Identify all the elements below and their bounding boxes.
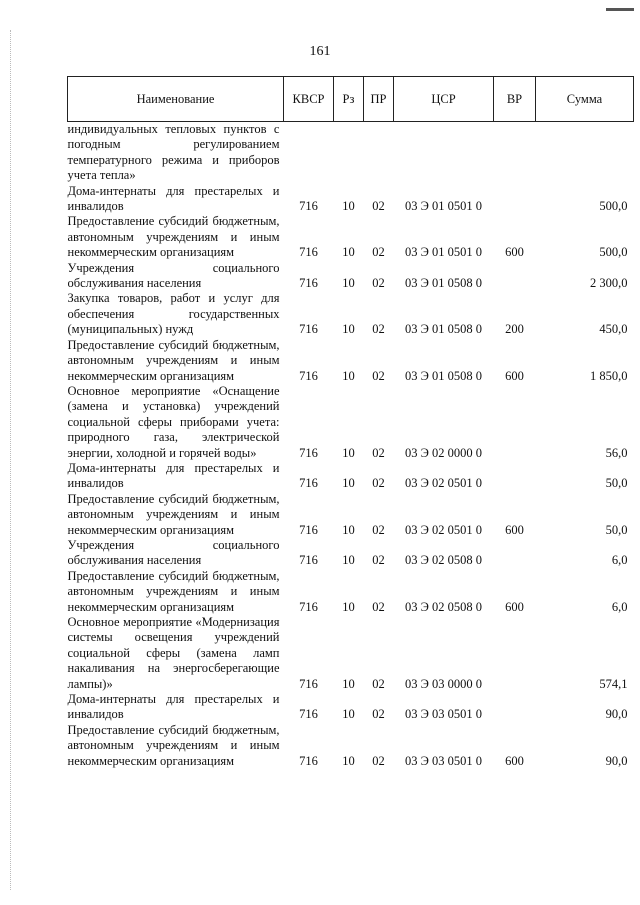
- header-name: Наименование: [68, 77, 284, 122]
- cell-rz: 10: [342, 676, 355, 691]
- cell-name: Предоставление субсидий бюджетным, автономным учреждениям и иным некоммерческим организациям: [67, 214, 280, 260]
- cell-pr: 02: [372, 445, 385, 460]
- cell-pr: 02: [372, 707, 385, 722]
- cell-sum: 2 300,0: [590, 276, 628, 291]
- cell-vr: [494, 461, 536, 492]
- cell-kvsr: 716: [299, 522, 318, 537]
- table-row: [68, 723, 634, 769]
- cell-pr: 02: [372, 199, 385, 214]
- cell-pr: 02: [372, 753, 385, 768]
- cell-rz: 10: [342, 199, 355, 214]
- cell-name: Дома-интернаты для престарелых и инвалидов: [67, 183, 280, 214]
- cell-rz: 10: [342, 368, 355, 383]
- table-header-row: [68, 77, 634, 122]
- cell-vr: [494, 538, 536, 569]
- cell-csr: 03 Э 01 0508 0: [404, 276, 482, 291]
- cell-name: индивидуальных тепловых пунктов с погодным регулированием температурного режима и приборов учета тепла»: [67, 122, 280, 183]
- cell-pr: 02: [372, 522, 385, 537]
- cell-rz: 10: [342, 445, 355, 460]
- cell-pr: 02: [372, 368, 385, 383]
- cell-kvsr: 716: [299, 199, 318, 214]
- binding-edge: [10, 30, 11, 890]
- cell-kvsr: 716: [299, 707, 318, 722]
- cell-rz: 10: [342, 245, 355, 260]
- cell-pr: 02: [372, 476, 385, 491]
- cell-csr: 03 Э 02 0501 0: [404, 522, 482, 537]
- cell-kvsr: 716: [299, 276, 318, 291]
- header-kvsr: КВСР: [284, 77, 334, 122]
- cell-vr: [494, 384, 536, 461]
- cell-kvsr: 716: [299, 753, 318, 768]
- cell-pr: [364, 122, 394, 184]
- table-row: [68, 122, 634, 184]
- cell-kvsr: [284, 122, 334, 184]
- cell-rz: 10: [342, 522, 355, 537]
- cell-kvsr: 716: [299, 476, 318, 491]
- cell-kvsr: 716: [299, 445, 318, 460]
- table-row: [68, 184, 634, 215]
- cell-csr: [394, 122, 494, 184]
- cell-name: Основное мероприятие «Модернизация системы освещения учреждений социальной сферы (замена ламп накаливания на энергосберегающие лампы)»: [67, 615, 280, 691]
- header-rz: Рз: [334, 77, 364, 122]
- cell-kvsr: 716: [299, 245, 318, 260]
- cell-name: Дома-интернаты для престарелых и инвалидов: [67, 460, 280, 491]
- cell-vr: [494, 692, 536, 723]
- scan-mark: [606, 8, 634, 11]
- cell-rz: 10: [342, 322, 355, 337]
- cell-sum: 450,0: [599, 322, 628, 337]
- table-row: [68, 384, 634, 461]
- cell-vr: [494, 184, 536, 215]
- cell-name: Учреждения социального обслуживания населения: [67, 537, 280, 568]
- cell-name: Предоставление субсидий бюджетным, автономным учреждениям и иным некоммерческим организациям: [67, 568, 280, 614]
- cell-rz: 10: [342, 553, 355, 568]
- cell-sum: 500,0: [599, 245, 628, 260]
- cell-pr: 02: [372, 553, 385, 568]
- cell-csr: 03 Э 02 0508 0: [404, 553, 482, 568]
- cell-name: Предоставление субсидий бюджетным, автономным учреждениям и иным некоммерческим организациям: [67, 337, 280, 383]
- cell-csr: 03 Э 03 0000 0: [404, 676, 482, 691]
- table-row: [68, 538, 634, 569]
- cell-rz: [334, 122, 364, 184]
- cell-vr: 600: [505, 753, 524, 768]
- cell-kvsr: 716: [299, 599, 318, 614]
- cell-csr: 03 Э 01 0508 0: [404, 368, 482, 383]
- cell-name: Основное мероприятие «Оснащение (замена и установка) учреждений социальной сферы приборами учета: природного газа, электрической энергии, холодной и горячей воды»: [67, 383, 280, 460]
- cell-rz: 10: [342, 753, 355, 768]
- cell-kvsr: 716: [299, 322, 318, 337]
- cell-vr: 600: [505, 522, 524, 537]
- cell-vr: [494, 261, 536, 292]
- cell-sum: 50,0: [605, 522, 628, 537]
- header-pr: ПР: [364, 77, 394, 122]
- cell-csr: 03 Э 01 0508 0: [404, 322, 482, 337]
- header-csr: ЦСР: [394, 77, 494, 122]
- budget-table: [67, 76, 634, 769]
- cell-csr: 03 Э 02 0508 0: [404, 599, 482, 614]
- cell-vr: [494, 615, 536, 692]
- cell-pr: 02: [372, 322, 385, 337]
- cell-csr: 03 Э 02 0000 0: [404, 445, 482, 460]
- table-row: [68, 615, 634, 692]
- cell-sum: 50,0: [605, 476, 628, 491]
- cell-vr: 600: [505, 599, 524, 614]
- cell-sum: 6,0: [611, 553, 628, 568]
- cell-kvsr: 716: [299, 676, 318, 691]
- table-row: [68, 461, 634, 492]
- cell-name: Учреждения социального обслуживания населения: [67, 260, 280, 291]
- cell-sum: 6,0: [611, 599, 628, 614]
- cell-name: Предоставление субсидий бюджетным, автономным учреждениям и иным некоммерческим организациям: [67, 722, 280, 768]
- cell-rz: 10: [342, 599, 355, 614]
- cell-csr: 03 Э 01 0501 0: [404, 199, 482, 214]
- cell-sum: 1 850,0: [590, 368, 628, 383]
- cell-name: Дома-интернаты для престарелых и инвалидов: [67, 692, 280, 722]
- cell-sum: [536, 122, 634, 184]
- cell-csr: 03 Э 03 0501 0: [404, 707, 482, 722]
- cell-pr: 02: [372, 599, 385, 614]
- cell-pr: 02: [372, 676, 385, 691]
- cell-vr: 600: [505, 368, 524, 383]
- page-number: 161: [309, 44, 331, 59]
- table-row: [68, 569, 634, 615]
- table-row: [68, 261, 634, 292]
- cell-name: Предоставление субсидий бюджетным, автономным учреждениям и иным некоммерческим организациям: [67, 491, 280, 537]
- cell-sum: 56,0: [605, 445, 628, 460]
- header-sum: Сумма: [536, 77, 634, 122]
- table-body: [68, 122, 634, 770]
- cell-vr: [494, 122, 536, 184]
- table-row: [68, 692, 634, 723]
- cell-sum: 500,0: [599, 199, 628, 214]
- cell-sum: 90,0: [605, 753, 628, 768]
- cell-csr: 03 Э 02 0501 0: [404, 476, 482, 491]
- table-row: [68, 291, 634, 337]
- cell-name: Закупка товаров, работ и услуг для обеспечения государственных (муниципальных) нужд: [67, 291, 280, 337]
- cell-csr: 03 Э 01 0501 0: [404, 245, 482, 260]
- cell-kvsr: 716: [299, 553, 318, 568]
- cell-pr: 02: [372, 245, 385, 260]
- cell-rz: 10: [342, 707, 355, 722]
- cell-sum: 90,0: [605, 707, 628, 722]
- header-vr: ВР: [494, 77, 536, 122]
- cell-rz: 10: [342, 476, 355, 491]
- table-row: [68, 492, 634, 538]
- cell-sum: 574,1: [599, 676, 628, 691]
- table-row: [68, 338, 634, 384]
- cell-kvsr: 716: [299, 368, 318, 383]
- cell-rz: 10: [342, 276, 355, 291]
- cell-pr: 02: [372, 276, 385, 291]
- cell-csr: 03 Э 03 0501 0: [404, 753, 482, 768]
- table-row: [68, 214, 634, 260]
- cell-vr: 200: [505, 322, 524, 337]
- cell-vr: 600: [505, 245, 524, 260]
